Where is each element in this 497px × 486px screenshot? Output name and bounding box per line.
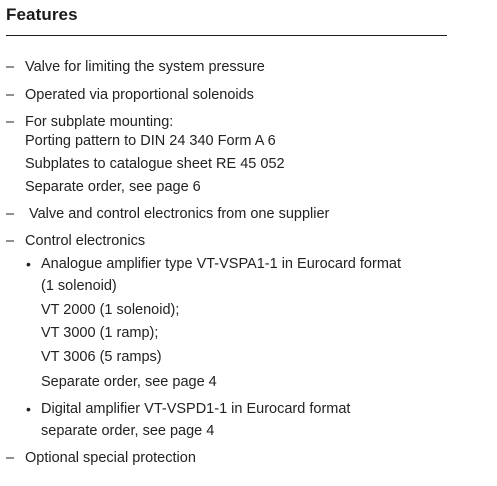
- section-heading: Features: [6, 5, 78, 24]
- list-dash: –: [6, 233, 15, 249]
- list-item-text: Valve for limiting the system pressure: [25, 59, 265, 75]
- list-item-text: Optional special protection: [25, 450, 196, 466]
- list-dash: –: [6, 450, 15, 466]
- sub-item-text: Digital amplifier VT-VSPD1-1 in Eurocard format: [41, 401, 351, 417]
- list-item-text: For subplate mounting:: [25, 114, 174, 130]
- list-bullet: •: [26, 401, 31, 417]
- list-dash: –: [6, 59, 15, 75]
- sub-item-text: separate order, see page 4: [41, 423, 215, 439]
- sub-item-text: VT 3006 (5 ramps): [41, 349, 162, 365]
- sub-item-text: (1 solenoid): [41, 278, 117, 294]
- sub-item-text: VT 2000 (1 solenoid);: [41, 302, 180, 318]
- sub-item-text: Separate order, see page 4: [41, 374, 217, 390]
- list-item-text: Separate order, see page 6: [25, 179, 201, 195]
- heading-rule: [6, 35, 447, 36]
- list-item-text: Porting pattern to DIN 24 340 Form A 6: [25, 133, 276, 149]
- list-item-text: Valve and control electronics from one supplier: [29, 206, 330, 222]
- list-dash: –: [6, 87, 15, 103]
- list-dash: –: [6, 206, 15, 222]
- list-item-text: Subplates to catalogue sheet RE 45 052: [25, 156, 285, 172]
- sub-item-text: Analogue amplifier type VT-VSPA1-1 in Eurocard format: [41, 256, 401, 272]
- list-item-text: Control electronics: [25, 233, 146, 249]
- sub-item-text: VT 3000 (1 ramp);: [41, 325, 159, 341]
- list-item-text: Operated via proportional solenoids: [25, 87, 254, 103]
- list-dash: –: [6, 114, 15, 130]
- list-bullet: •: [26, 256, 31, 272]
